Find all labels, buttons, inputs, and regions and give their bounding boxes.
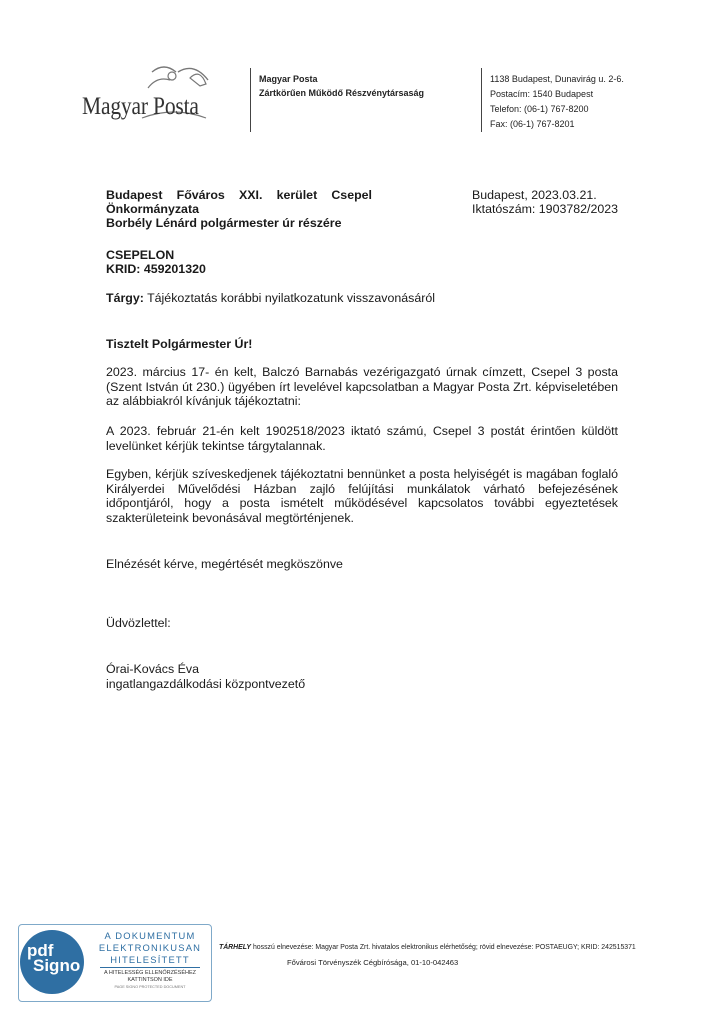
stamp-click-link[interactable]: KATTINTSON IDE <box>127 977 173 983</box>
recipient-line: Budapest Főváros XXI. kerület Csepel <box>106 188 372 202</box>
pdfsigno-logo-pdf: pdf <box>27 941 54 960</box>
signature-block <box>106 662 305 691</box>
subject-text: Tájékoztatás korábbi nyilatkozatunk visszavonásáról <box>147 291 435 305</box>
greeting-line: Üdvözlettel: <box>106 616 171 630</box>
company-name: Magyar Posta <box>259 74 318 84</box>
footer-tarhely-text: hosszú elnevezése: Magyar Posta Zrt. hivatalos elektronikus elérhetőség; rövid elnevezése: POSTAEUGY; KRID: 242515371 <box>252 944 636 951</box>
body-paragraph: 2023. március 17- én kelt, Balczó Barnabás vezérigazgató úrnak címzett, Csepel 3 posta (Szent István út 230.) ügyében írt levelével kapcsolatban a Magyar Posta Zrt. képviseletében az alábbiakról kívánjuk tájékoztatni: <box>106 365 618 408</box>
subject-line <box>106 291 435 305</box>
stamp-verify-text[interactable]: A HITELESSÉG ELLENŐRZÉSÉHEZ <box>103 970 196 976</box>
recipient-line: Önkormányzata <box>106 202 199 216</box>
letter-date: Budapest, 2023.03.21. <box>472 188 597 202</box>
date-ref-block <box>472 188 618 216</box>
company-block <box>259 72 424 100</box>
delivery-city: CSEPELON <box>106 248 175 262</box>
recipient-block <box>106 188 372 230</box>
stamp-heading: ELEKTRONIKUSAN <box>98 942 202 953</box>
header-divider <box>250 68 251 132</box>
contact-block <box>490 72 624 132</box>
body-paragraph: Egyben, kérjük szíveskedjenek tájékoztatni bennünket a posta helyiségét is magában foglaló Királyerdei Művelődési Házban zajló felújítási munkálatok várható befejezésének időpontjáról, hogy a posta ismételt működésével kapcsolatos további egyeztetések szakterületeink bevonásával megtörténjenek. <box>106 467 618 525</box>
footer-registry: Fővárosi Törvényszék Cégbírósága, 01-10-042463 <box>287 958 459 967</box>
recipient-line: Borbély Lénárd polgármester úr részére <box>106 216 342 230</box>
subject-label: Tárgy: <box>106 291 144 305</box>
reference-number: Iktatószám: 1903782/2023 <box>472 202 619 216</box>
body-paragraph: A 2023. február 21-én kelt 1902518/2023 iktató számú, Csepel 3 postát érintően küldött levelünket kérjük tekintse tárgytalannak. <box>106 424 618 453</box>
company-form: Zártkörűen Működő Részvénytársaság <box>259 88 425 98</box>
phone: Telefon: (06-1) 767-8200 <box>490 104 589 114</box>
pdfsigno-logo-signo: Signo <box>33 956 81 975</box>
footer-tarhely <box>219 944 636 951</box>
salutation: Tisztelt Polgármester Úr! <box>106 337 253 351</box>
delivery-block <box>106 248 206 276</box>
closing-line: Elnézését kérve, megértését megköszönve <box>106 557 343 571</box>
stamp-heading: HITELESÍTETT <box>110 954 190 965</box>
postal-address: Postacím: 1540 Budapest <box>490 89 594 99</box>
fax: Fax: (06-1) 767-8201 <box>490 119 575 129</box>
stamp-heading: A DOKUMENTUM <box>104 930 196 941</box>
stamp-fine-print: PAGE SIGNO PROTECTED DOCUMENT <box>114 985 186 989</box>
signer-name: Órai-Kovács Éva <box>106 662 199 676</box>
stamp-divider <box>100 967 200 968</box>
recipient-krid: KRID: 459201320 <box>106 262 206 276</box>
header-divider <box>481 68 482 132</box>
logo-wordmark: Magyar Posta <box>82 93 199 120</box>
footer-tarhely-label: TÁRHELY <box>219 944 252 951</box>
signer-title: ingatlangazdálkodási központvezető <box>106 676 306 691</box>
address: 1138 Budapest, Dunavirág u. 2-6. <box>490 74 624 84</box>
